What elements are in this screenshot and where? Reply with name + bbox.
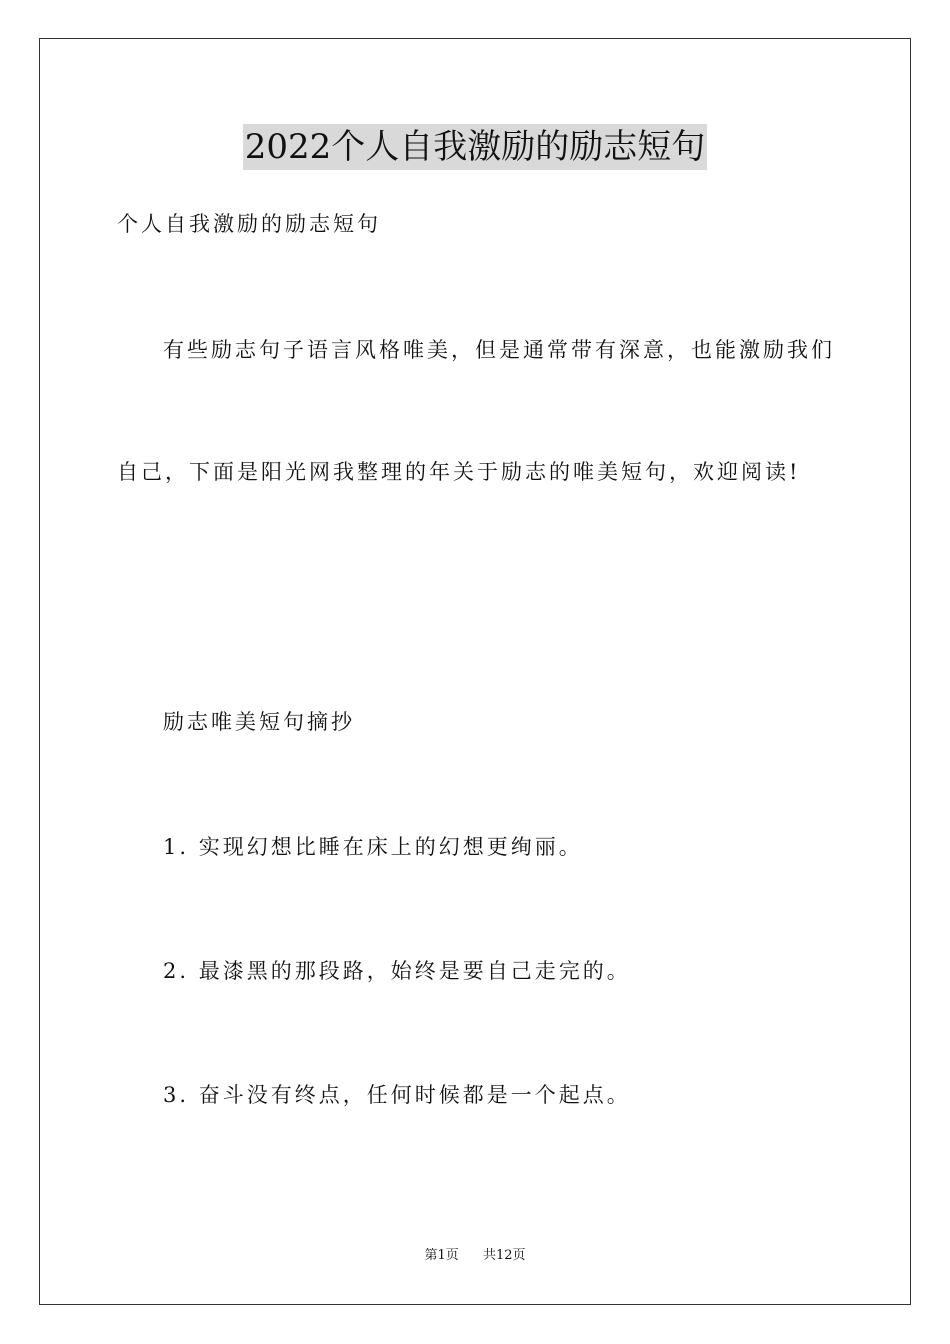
list-item: 3. 奋斗没有终点，任何时候都是一个起点。: [163, 1083, 631, 1107]
section-heading: 励志唯美短句摘抄: [163, 710, 355, 734]
intro-line-1: 有些励志句子语言风格唯美，但是通常带有深意，也能激励我们: [163, 338, 835, 362]
document-title: 2022个人自我激励的励志短句: [243, 124, 708, 170]
page-total: 共12页: [483, 1248, 526, 1263]
list-item: 1. 实现幻想比睡在床上的幻想更绚丽。: [163, 835, 583, 859]
title-container: [0, 124, 950, 170]
document-subtitle: 个人自我激励的励志短句: [117, 212, 381, 236]
page-number: 第1页: [424, 1248, 459, 1263]
list-item: 2. 最漆黑的那段路，始终是要自己走完的。: [163, 959, 631, 983]
intro-line-2: 自己，下面是阳光网我整理的年关于励志的唯美短句，欢迎阅读!: [117, 460, 801, 484]
page-footer: [0, 1247, 950, 1265]
